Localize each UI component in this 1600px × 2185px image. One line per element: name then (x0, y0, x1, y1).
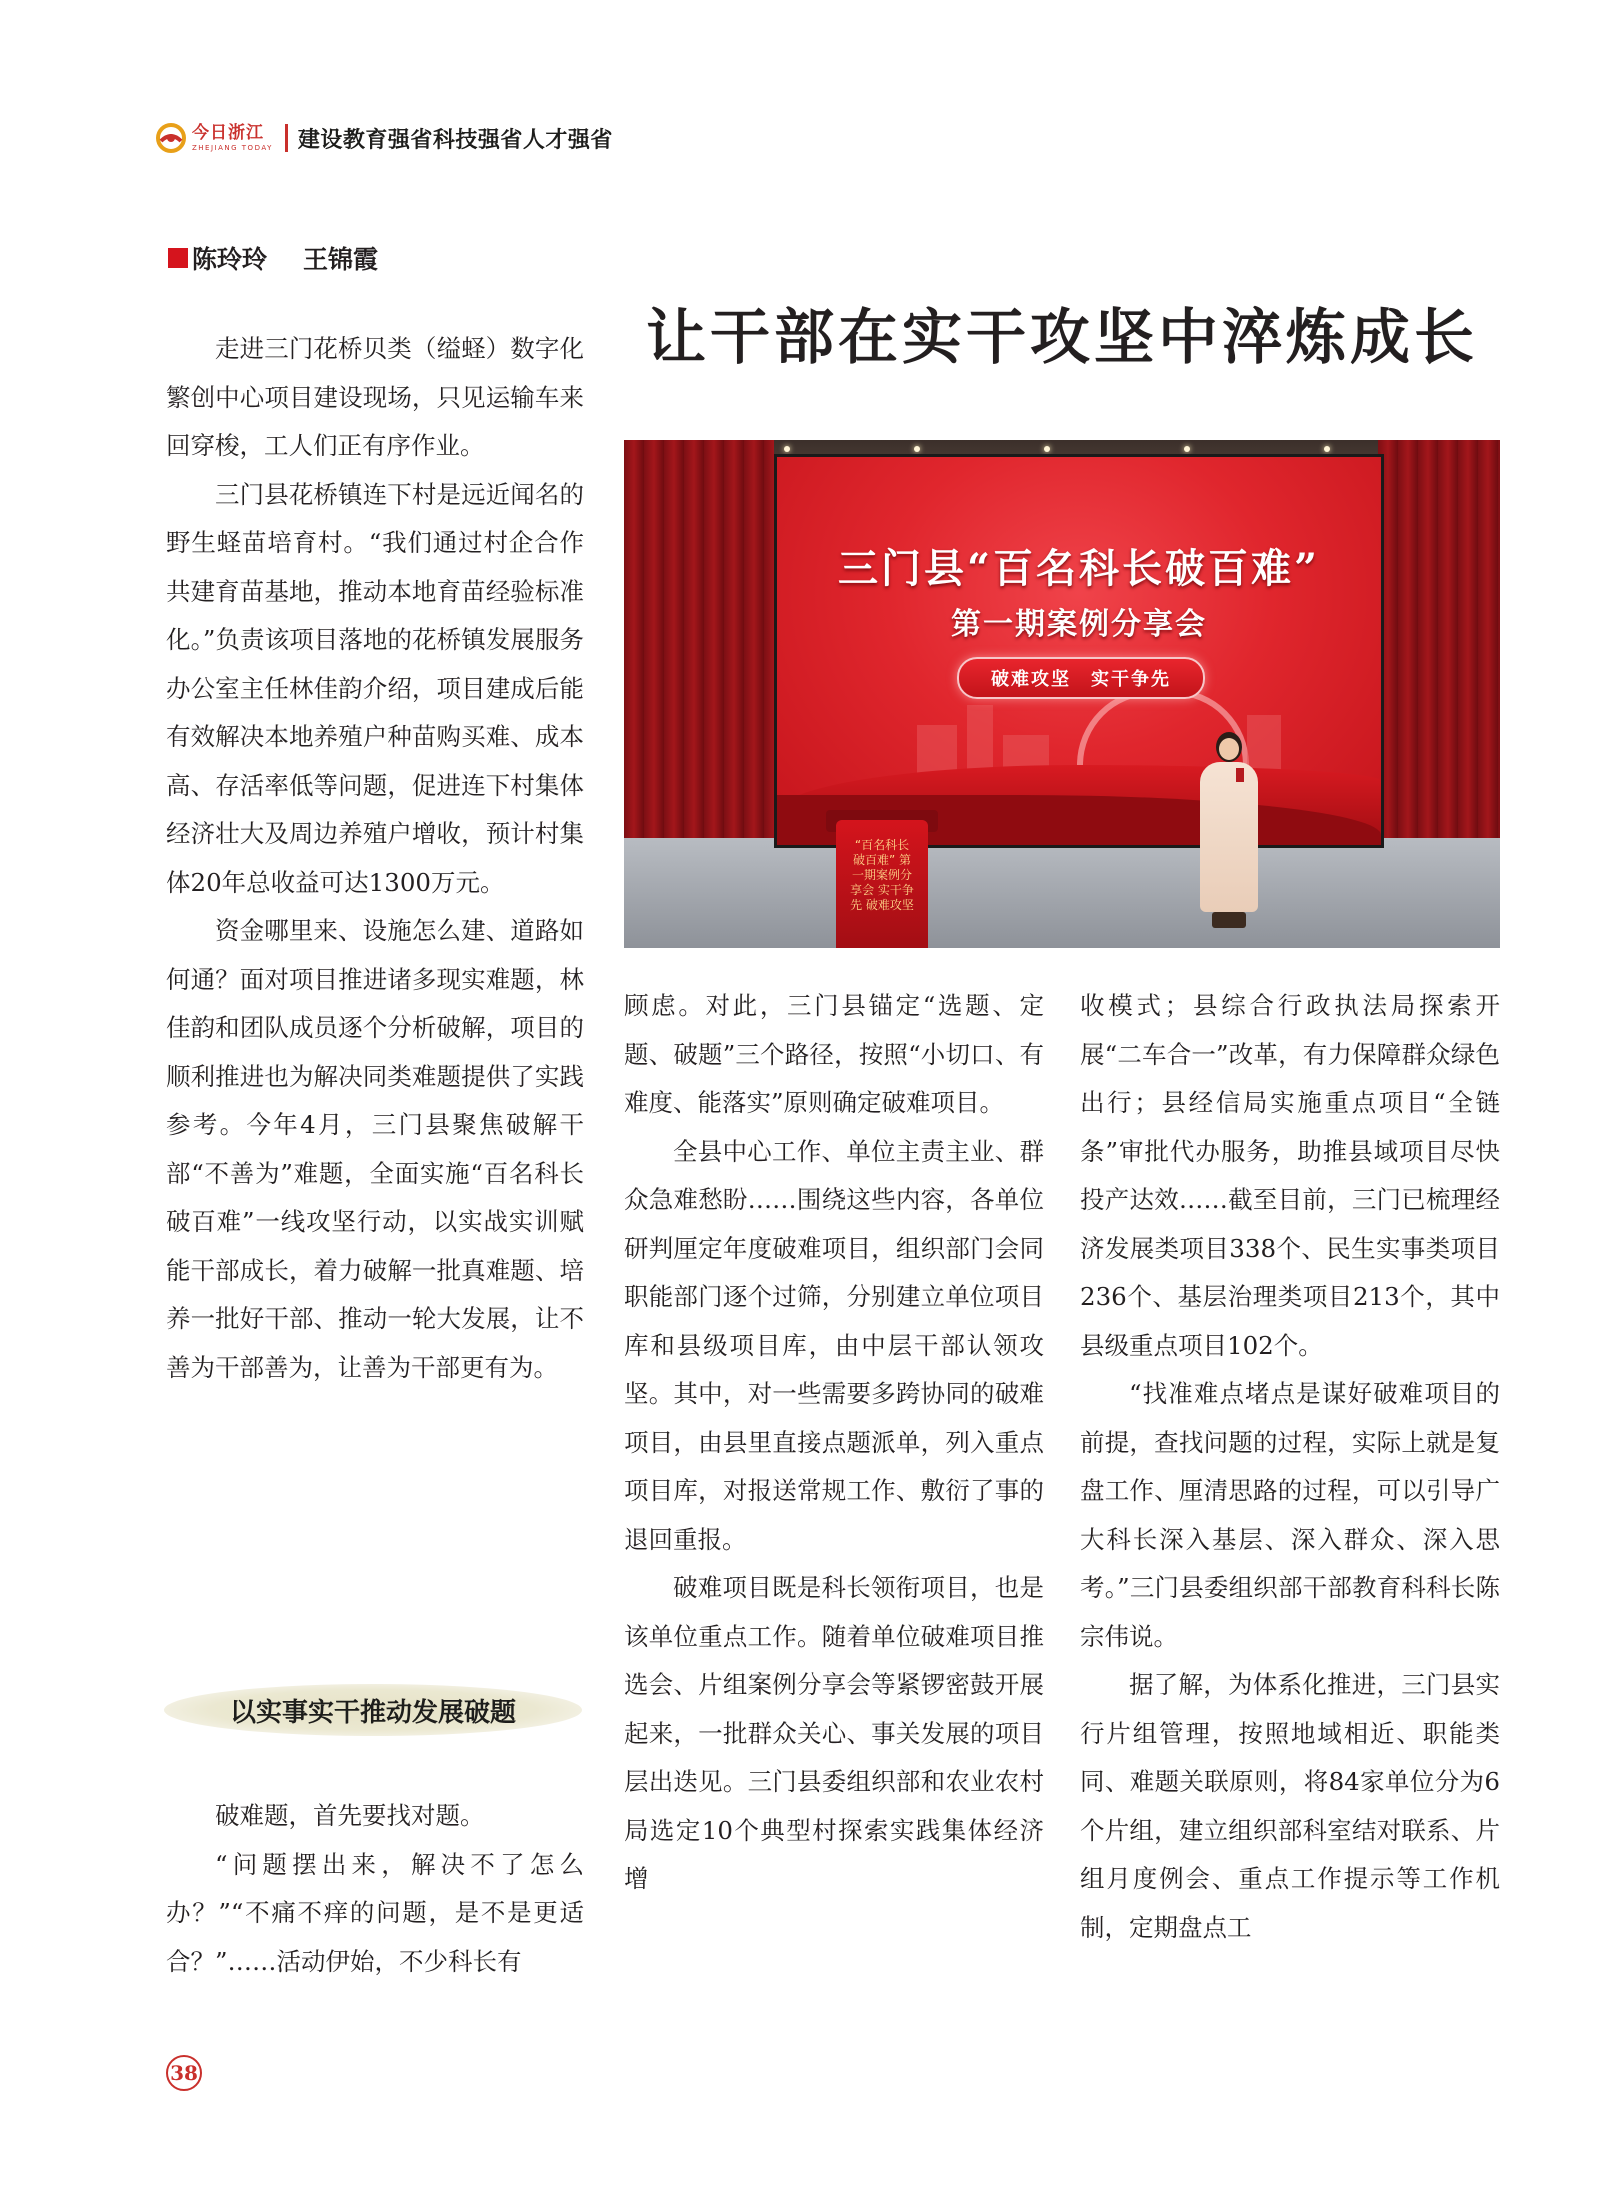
section-subheading: 以实事实干推动发展破题 (164, 1684, 582, 1736)
led-screen (774, 454, 1384, 848)
author-name: 陈玲玲 (192, 245, 268, 274)
paragraph: 顾虑。对此，三门县锚定“选题、定题、破题”三个路径，按照“小切口、有难度、能落实”原则确定破难项目。 (624, 991, 1044, 1117)
speaker-figure (1192, 732, 1266, 932)
section-title: 建设教育强省科技强省人才强省 (297, 127, 613, 153)
paragraph: 全县中心工作、单位主责主业、群众急难愁盼……围绕这些内容，各单位研判厘定年度破难项目，组织部门会同职能部门逐个过筛，分别建立单位项目库和县级项目库，由中层干部认领攻坚。其中，对一些需要多跨协同的破难项目，由县里直接点题派单，列入重点项目库，对报送常规工作、敷衍了事的退回重报。 (624, 1136, 1044, 1554)
magazine-header (156, 118, 613, 158)
article-column-1 (166, 325, 584, 1392)
paragraph: 收模式；县综合行政执法局探索开展“二车合一”改革，有力保障群众绿色出行；县经信局实施重点项目“全链条”审批代办服务，助推县域项目尽快投产达效……截至目前，三门已梳理经济发展类项目338个、民生实事类项目236个、基层治理类项目213个，其中县级重点项目102个。 (1080, 991, 1500, 1360)
article-column-2 (624, 982, 1044, 1904)
podium-text: “百名科长破百难” 第一期案例分享会 实干争先 破难攻坚 (850, 838, 914, 912)
paragraph: 破难题，首先要找对题。 (215, 1801, 485, 1830)
paragraph: 三门县花桥镇连下村是远近闻名的野生蛏苗培育村。“我们通过村企合作共建育苗基地，推动本地育苗经验标准化。”负责该项目落地的花桥镇发展服务办公室主任林佳韵介绍，项目建成后能有效解决本地养殖户种苗购买难、成本高、存活率低等问题，促进连下村集体经济壮大及周边养殖户增收，预计村集体20年总收益可达1300万元。 (166, 479, 584, 897)
stage-floor (624, 838, 1500, 948)
author-name: 王锦霞 (303, 245, 379, 274)
screen-subtitle: 第一期案例分享会 (951, 607, 1207, 642)
logo-english: ZHEJIANG TODAY (192, 143, 273, 152)
event-photo (624, 440, 1500, 948)
magazine-logo (156, 123, 273, 153)
paragraph: “问题摆出来，解决不了怎么办？”“不痛不痒的问题，是不是更适合？”……活动伊始，不少科长有 (166, 1849, 584, 1976)
logo-chinese: 今日浙江 (192, 122, 264, 143)
screen-slogan: 破难攻坚 实干争先 (957, 657, 1205, 699)
article-column-3 (1080, 982, 1500, 1952)
paragraph: 资金哪里来、设施怎么建、道路如何通？面对项目推进诸多现实难题，林佳韵和团队成员逐个分析破解，项目的顺利推进也为解决同类难题提供了实践参考。今年4月，三门县聚焦破解干部“不善为”难题，全面实施“百名科长破百难”一线攻坚行动，以实战实训赋能干部成长，着力破解一批真难题、培养一批好干部、推动一轮大发展，让不善为干部善为，让善为干部更有为。 (166, 916, 584, 1382)
byline-marker (168, 248, 188, 268)
article-headline: 让干部在实干攻坚中淬炼成长 (646, 303, 1478, 373)
header-divider (285, 124, 288, 152)
screen-title: 三门县“百名科长破百难” (837, 545, 1320, 592)
paragraph: 破难项目既是科长领衔项目，也是该单位重点工作。随着单位破难项目推选会、片组案例分享会等紧锣密鼓开展起来，一批群众关心、事关发展的项目层出迭见。三门县委组织部和农业农村局选定10个典型村探索实践集体经济增 (624, 1573, 1044, 1893)
sun-logo-icon (156, 123, 186, 153)
paragraph: 走进三门花桥贝类（缢蛏）数字化繁创中心项目建设现场，只见运输车来回穿梭，工人们正有序作业。 (166, 334, 584, 460)
page-number: 38 (166, 2055, 202, 2091)
paragraph: 据了解，为体系化推进，三门县实行片组管理，按照地域相近、职能类同、难题关联原则，将84家单位分为6个片组，建立组织部科室结对联系、片组月度例会、重点工作提示等工作机制，定期盘点工 (1080, 1670, 1500, 1942)
byline (168, 240, 378, 276)
microphone-icon (1236, 768, 1244, 782)
paragraph: “找准难点堵点是谋好破难项目的前提，查找问题的过程，实际上就是复盘工作、厘清思路的过程，可以引导广大科长深入基层、深入群众、深入思考。”三门县委组织部干部教育科科长陈宗伟说。 (1080, 1379, 1500, 1651)
article-column-1-continued (166, 1792, 584, 1986)
